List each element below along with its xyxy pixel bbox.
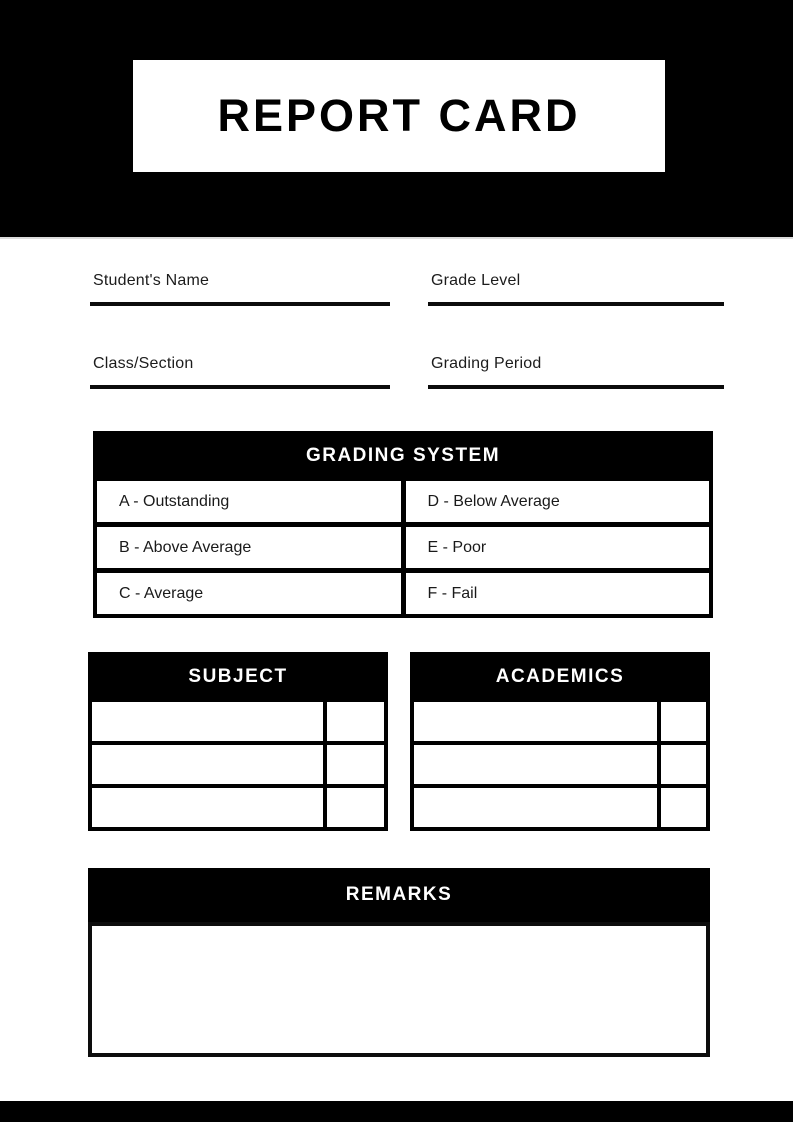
grading-system-title: GRADING SYSTEM — [305, 445, 501, 466]
academics-table-title: ACADEMICS — [495, 666, 625, 687]
field-class-section — [90, 355, 390, 389]
academics-table-grid — [414, 702, 706, 827]
remarks-title: REMARKS — [88, 868, 710, 922]
grading-item-c: C - Average — [97, 573, 401, 614]
subject-grade-cell[interactable] — [327, 745, 384, 784]
students-name-label: Student's Name — [93, 272, 210, 289]
grade-level-label: Grade Level — [431, 272, 521, 289]
field-students-name — [90, 272, 390, 306]
grading-item-a: A - Outstanding — [97, 481, 401, 522]
academics-name-cell[interactable] — [414, 788, 657, 827]
grading-item-e: E - Poor — [406, 527, 710, 568]
academics-grade-cell[interactable] — [661, 745, 706, 784]
remarks-box[interactable] — [88, 922, 710, 1057]
subject-name-cell[interactable] — [92, 788, 323, 827]
class-section-label: Class/Section — [93, 355, 194, 372]
subject-grade-cell[interactable] — [327, 702, 384, 741]
academics-name-cell[interactable] — [414, 745, 657, 784]
subject-table-grid — [92, 702, 384, 827]
grading-system-grid — [97, 481, 709, 614]
subject-name-cell[interactable] — [92, 702, 323, 741]
grading-item-b: B - Above Average — [97, 527, 401, 568]
header-band — [0, 0, 793, 239]
grading-period-label: Grading Period — [431, 355, 542, 372]
academics-name-cell[interactable] — [414, 702, 657, 741]
academics-table — [410, 652, 710, 831]
grade-level-input-line[interactable] — [428, 302, 724, 306]
academics-grade-cell[interactable] — [661, 702, 706, 741]
subject-name-cell[interactable] — [92, 745, 323, 784]
academics-grade-cell[interactable] — [661, 788, 706, 827]
page-title: REPORT CARD — [217, 90, 581, 141]
subject-table-title: SUBJECT — [188, 666, 288, 687]
field-grade-level — [428, 272, 724, 306]
subject-table — [88, 652, 388, 831]
grading-item-f: F - Fail — [406, 573, 710, 614]
field-grading-period — [428, 355, 724, 389]
footer-band — [0, 1101, 793, 1122]
subject-grade-cell[interactable] — [327, 788, 384, 827]
remarks-section — [88, 868, 710, 1057]
students-name-input-line[interactable] — [90, 302, 390, 306]
grading-period-input-line[interactable] — [428, 385, 724, 389]
title-box — [133, 60, 665, 172]
class-section-input-line[interactable] — [90, 385, 390, 389]
grading-system-table — [93, 431, 713, 618]
grading-item-d: D - Below Average — [406, 481, 710, 522]
